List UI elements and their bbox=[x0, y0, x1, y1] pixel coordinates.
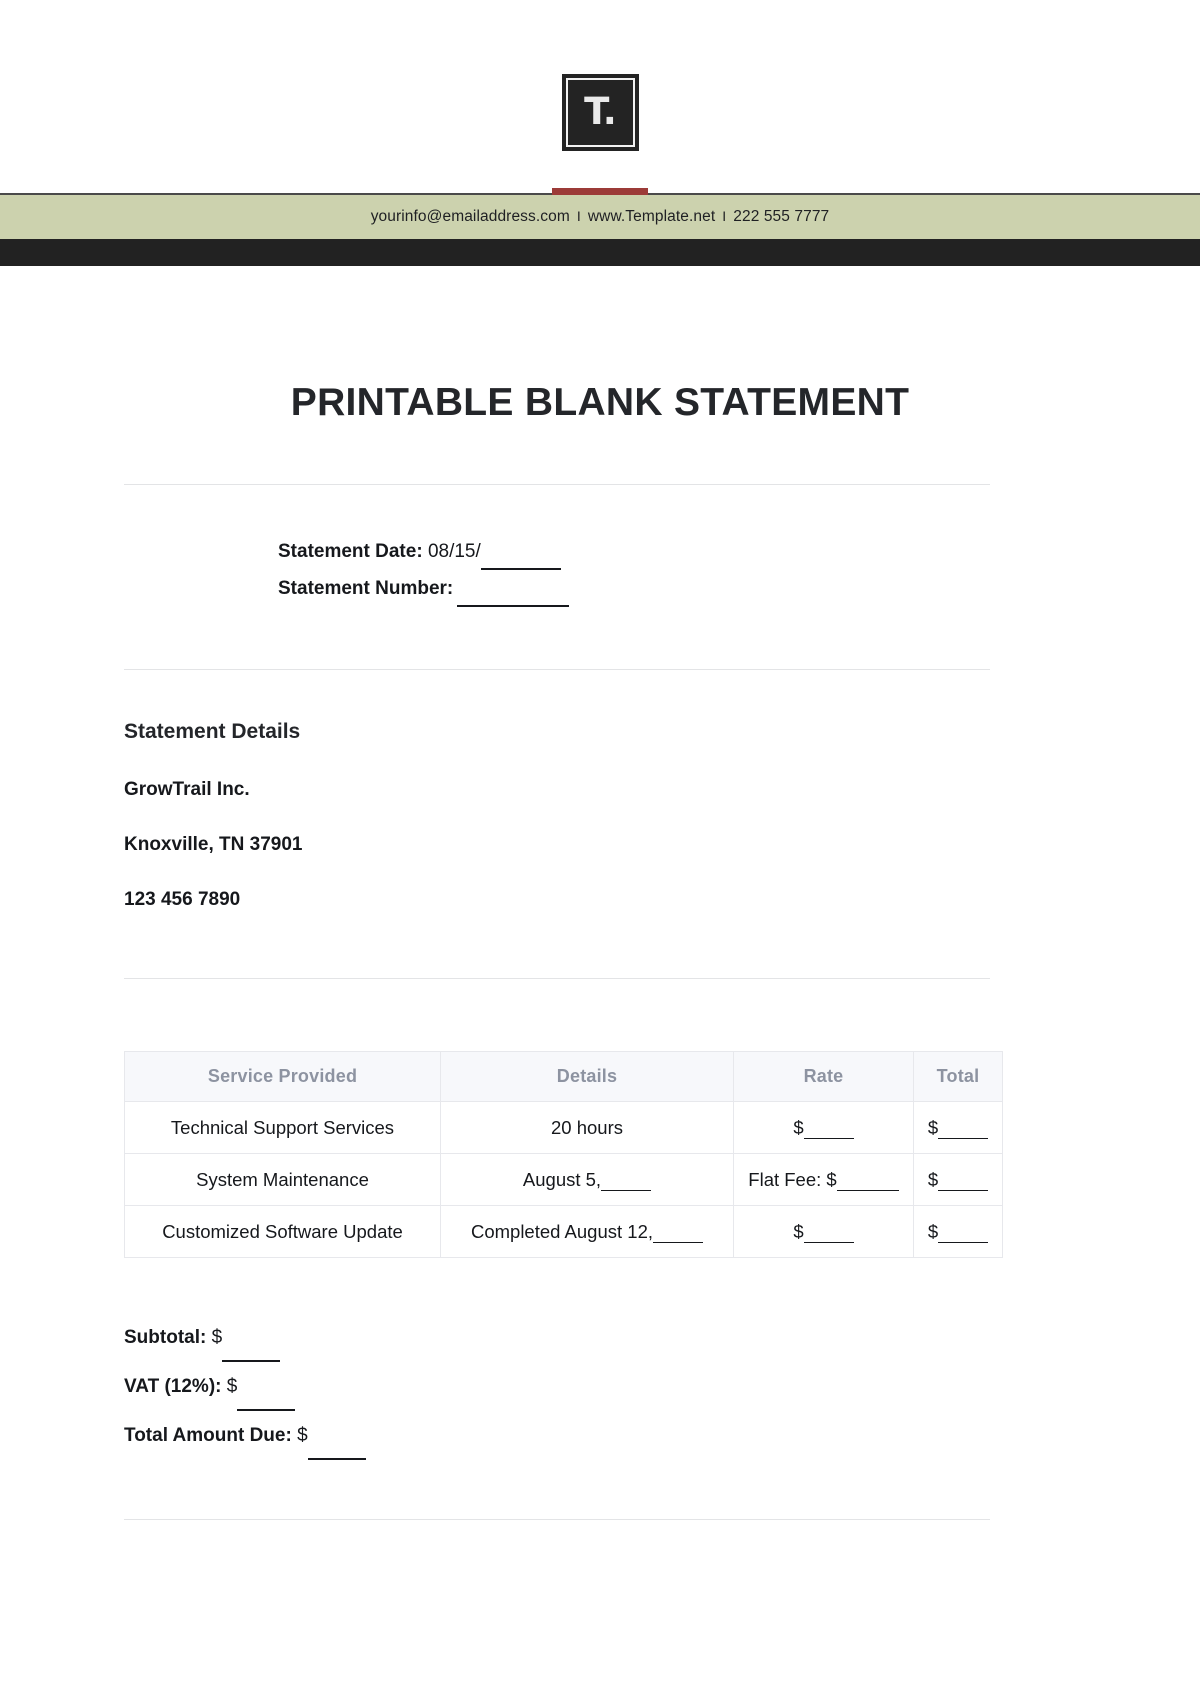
statement-date-blank[interactable] bbox=[481, 549, 561, 570]
cell-rate bbox=[734, 1206, 914, 1258]
statement-date-row bbox=[278, 533, 1076, 570]
vat-prefix: $ bbox=[226, 1376, 238, 1397]
vat-blank[interactable] bbox=[237, 1391, 295, 1411]
cell-rate-blank[interactable] bbox=[804, 1225, 854, 1243]
statement-details-heading: Statement Details bbox=[124, 720, 301, 743]
cell-rate-blank[interactable] bbox=[837, 1173, 899, 1191]
table-header-row bbox=[125, 1052, 1003, 1102]
cell-total bbox=[914, 1206, 1003, 1258]
cell-service: System Maintenance bbox=[125, 1154, 441, 1206]
header-band bbox=[0, 193, 1200, 266]
cell-details-text: Completed August 12, bbox=[470, 1220, 654, 1242]
cell-details-blank[interactable] bbox=[653, 1225, 703, 1243]
total-due-row bbox=[124, 1411, 1076, 1460]
total-due-prefix: $ bbox=[297, 1425, 308, 1446]
statement-date-label: Statement Date: bbox=[278, 541, 423, 562]
cell-rate bbox=[734, 1154, 914, 1206]
company-address: Knoxville, TN 37901 bbox=[124, 834, 303, 855]
statement-number-row bbox=[278, 570, 1076, 607]
column-header-service: Service Provided bbox=[125, 1052, 441, 1102]
vat-row bbox=[124, 1362, 1076, 1411]
subtotal-label: Subtotal: bbox=[124, 1327, 207, 1348]
column-header-total: Total bbox=[914, 1052, 1003, 1102]
subtotal-row bbox=[124, 1313, 1076, 1362]
contact-website[interactable]: www.Template.net bbox=[587, 208, 716, 225]
cell-rate bbox=[734, 1102, 914, 1154]
cell-total-blank[interactable] bbox=[938, 1225, 988, 1243]
logo-glyph-icon: T. bbox=[584, 90, 616, 133]
company-phone: 123 456 7890 bbox=[124, 889, 241, 910]
cell-rate-prefix: Flat Fee: $ bbox=[748, 1168, 837, 1190]
statement-details-section bbox=[124, 720, 1076, 918]
cell-rate-prefix: $ bbox=[793, 1220, 804, 1242]
total-due-blank[interactable] bbox=[308, 1440, 366, 1460]
cell-details: 20 hours bbox=[441, 1102, 734, 1154]
dark-strip bbox=[0, 239, 1200, 266]
accent-tab bbox=[552, 188, 648, 195]
cell-details-blank[interactable] bbox=[601, 1173, 651, 1191]
cell-details bbox=[441, 1206, 734, 1258]
services-table bbox=[124, 1051, 1003, 1258]
statement-number-blank[interactable] bbox=[457, 586, 569, 607]
cell-service: Technical Support Services bbox=[125, 1102, 441, 1154]
statement-meta bbox=[124, 533, 1076, 607]
contact-info bbox=[371, 208, 830, 226]
template-logo bbox=[562, 74, 639, 151]
cell-total bbox=[914, 1102, 1003, 1154]
cell-details bbox=[441, 1154, 734, 1206]
cell-total-prefix: $ bbox=[927, 1168, 939, 1190]
subtotal-prefix: $ bbox=[211, 1327, 223, 1348]
contact-separator-1: I bbox=[576, 208, 581, 224]
cell-rate-blank[interactable] bbox=[804, 1121, 854, 1139]
divider-bottom bbox=[124, 1519, 990, 1520]
logo-area bbox=[0, 0, 1200, 151]
total-due-label: Total Amount Due: bbox=[124, 1425, 292, 1446]
cell-total-blank[interactable] bbox=[938, 1173, 988, 1191]
statement-date-value: 08/15/ bbox=[427, 541, 481, 562]
document-body bbox=[0, 266, 1200, 1520]
column-header-details: Details bbox=[441, 1052, 734, 1102]
services-table-wrap bbox=[124, 1051, 1076, 1258]
page-title: PRINTABLE BLANK STATEMENT bbox=[290, 381, 910, 424]
cell-details-text: August 5, bbox=[522, 1168, 602, 1190]
cell-total-blank[interactable] bbox=[938, 1121, 988, 1139]
cell-rate-prefix: $ bbox=[793, 1116, 804, 1138]
divider-after-meta bbox=[124, 669, 990, 670]
divider-after-details bbox=[124, 978, 990, 979]
company-name: GrowTrail Inc. bbox=[124, 779, 250, 800]
subtotal-blank[interactable] bbox=[222, 1342, 280, 1362]
cell-total bbox=[914, 1154, 1003, 1206]
totals-section bbox=[124, 1313, 1076, 1460]
cell-service: Customized Software Update bbox=[125, 1206, 441, 1258]
contact-phone: 222 555 7777 bbox=[733, 208, 830, 225]
contact-bar bbox=[0, 195, 1200, 239]
vat-label: VAT (12%): bbox=[124, 1376, 222, 1397]
contact-email[interactable]: yourinfo@emailaddress.com bbox=[370, 208, 570, 225]
table-row bbox=[125, 1154, 1003, 1206]
cell-total-prefix: $ bbox=[927, 1220, 939, 1242]
cell-total-prefix: $ bbox=[927, 1116, 939, 1138]
column-header-rate: Rate bbox=[734, 1052, 914, 1102]
table-row bbox=[125, 1102, 1003, 1154]
table-row bbox=[125, 1206, 1003, 1258]
contact-separator-2: I bbox=[722, 208, 727, 224]
divider-top bbox=[124, 484, 990, 485]
statement-number-label: Statement Number: bbox=[278, 578, 454, 599]
